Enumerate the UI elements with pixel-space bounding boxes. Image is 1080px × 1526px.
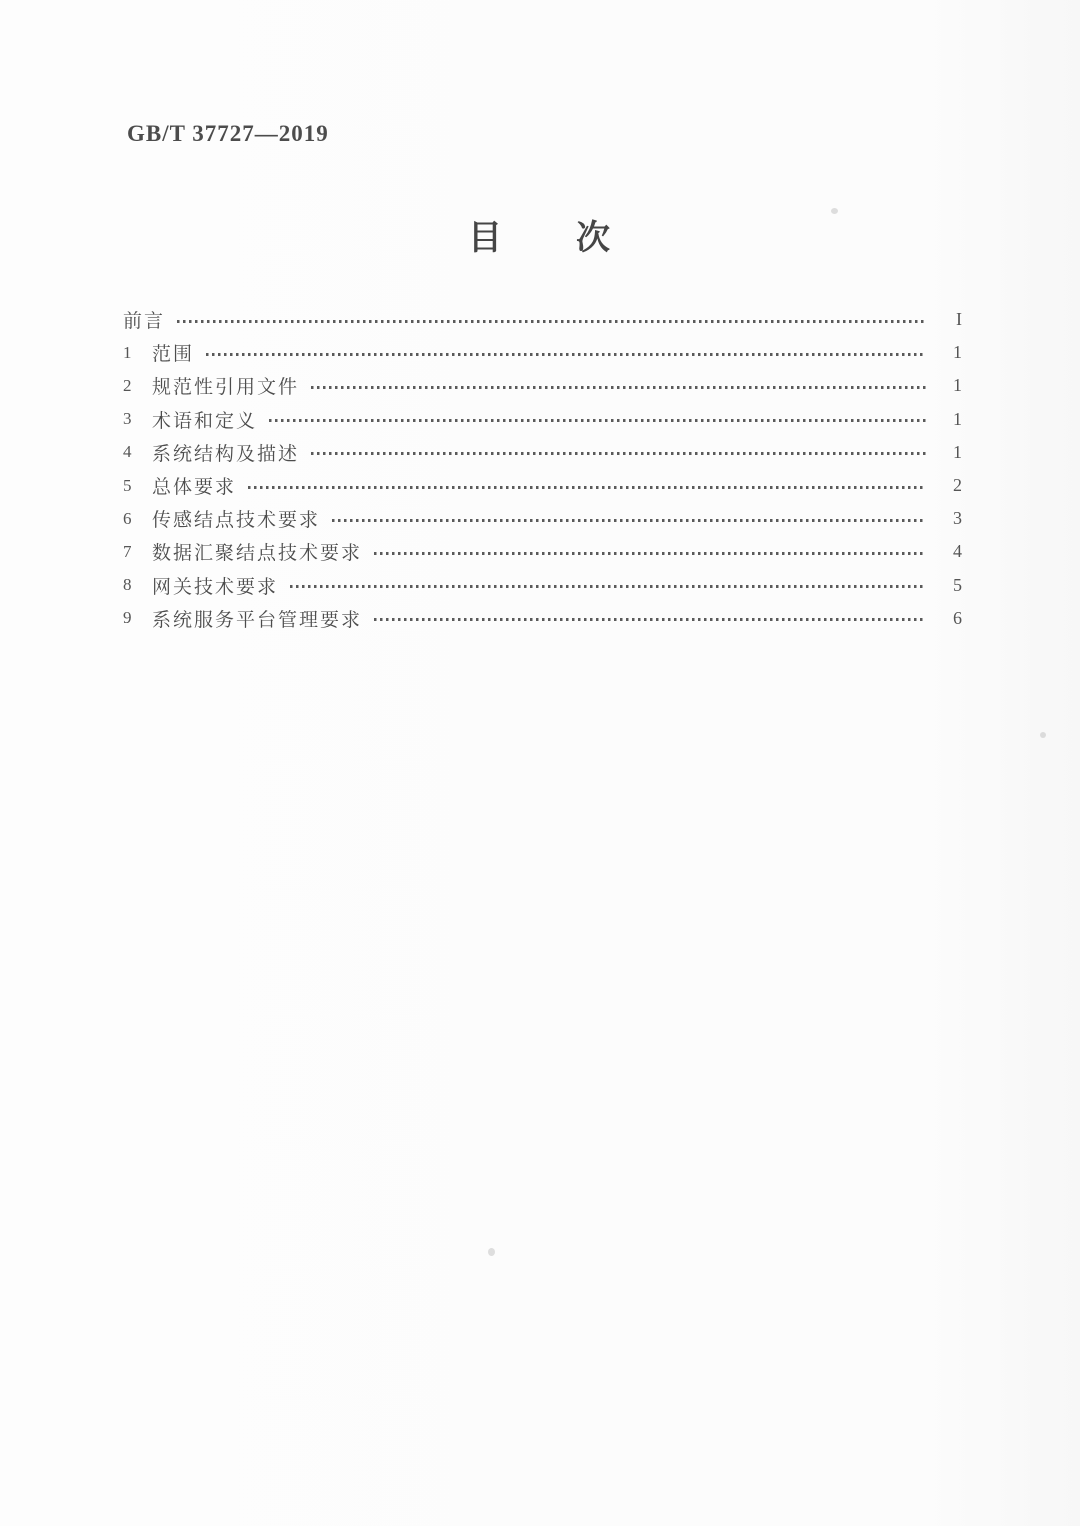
toc-row xyxy=(123,369,962,402)
toc-row xyxy=(123,403,962,436)
dot-leader xyxy=(311,386,926,389)
toc-entry-label: 传感结点技术要求 xyxy=(152,510,321,532)
toc-entry-page-number: 1 xyxy=(953,441,962,462)
toc-entry-number: 6 xyxy=(123,508,132,528)
toc-entry-label: 范围 xyxy=(152,344,195,366)
toc-entry-label: 系统服务平台管理要求 xyxy=(152,609,363,631)
dot-leader xyxy=(269,419,926,422)
toc-entry-label: 总体要求 xyxy=(152,477,237,499)
toc-entry-page-number: 4 xyxy=(953,541,962,562)
toc-entry-page-number: 2 xyxy=(953,475,962,496)
dot-leader xyxy=(311,452,926,455)
toc-entry-number: 9 xyxy=(123,608,132,628)
scan-artifact xyxy=(1040,732,1046,738)
scan-artifact xyxy=(831,208,838,214)
toc-row xyxy=(123,569,962,602)
toc-entry-number: 4 xyxy=(123,442,132,462)
toc-entry-number: 7 xyxy=(123,541,132,561)
page-title: 目 次 xyxy=(468,220,612,257)
toc-row xyxy=(123,602,962,635)
toc-row xyxy=(123,336,962,369)
toc-entry-page-number: 5 xyxy=(953,574,962,595)
scan-artifact xyxy=(488,1248,495,1256)
toc-entry-label: 数据汇聚结点技术要求 xyxy=(152,543,363,565)
toc-entry-page-number: 1 xyxy=(953,375,962,396)
toc-entry-number: 3 xyxy=(123,409,132,429)
table-of-contents xyxy=(123,303,962,635)
toc-row xyxy=(123,535,962,568)
toc-row xyxy=(123,469,962,502)
toc-entry-page-number: 1 xyxy=(953,408,962,429)
toc-entry-label: 系统结构及描述 xyxy=(152,443,300,465)
dot-leader xyxy=(177,320,926,323)
toc-entry-label: 规范性引用文件 xyxy=(152,377,300,399)
toc-row xyxy=(123,436,962,469)
toc-entry-label: 术语和定义 xyxy=(152,410,258,432)
dot-leader xyxy=(374,618,926,621)
toc-entry-number: 1 xyxy=(123,342,132,362)
dot-leader xyxy=(332,519,926,522)
toc-entry-page-number: 3 xyxy=(953,508,962,529)
toc-entry-label: 网关技术要求 xyxy=(152,576,279,598)
toc-entry-page-number: 6 xyxy=(953,607,962,628)
toc-entry-page-number: 1 xyxy=(953,342,962,363)
dot-leader xyxy=(206,353,926,356)
toc-row xyxy=(123,502,962,535)
standard-code: GB/T 37727—2019 xyxy=(127,121,329,146)
dot-leader xyxy=(248,486,926,489)
toc-entry-number: 5 xyxy=(123,475,132,495)
toc-entry-label: 前言 xyxy=(123,311,166,333)
dot-leader xyxy=(290,585,926,588)
toc-entry-page-number: I xyxy=(956,309,962,330)
toc-row xyxy=(123,303,962,336)
toc-entry-number: 8 xyxy=(123,575,132,595)
toc-entry-number: 2 xyxy=(123,375,132,395)
dot-leader xyxy=(374,552,926,555)
